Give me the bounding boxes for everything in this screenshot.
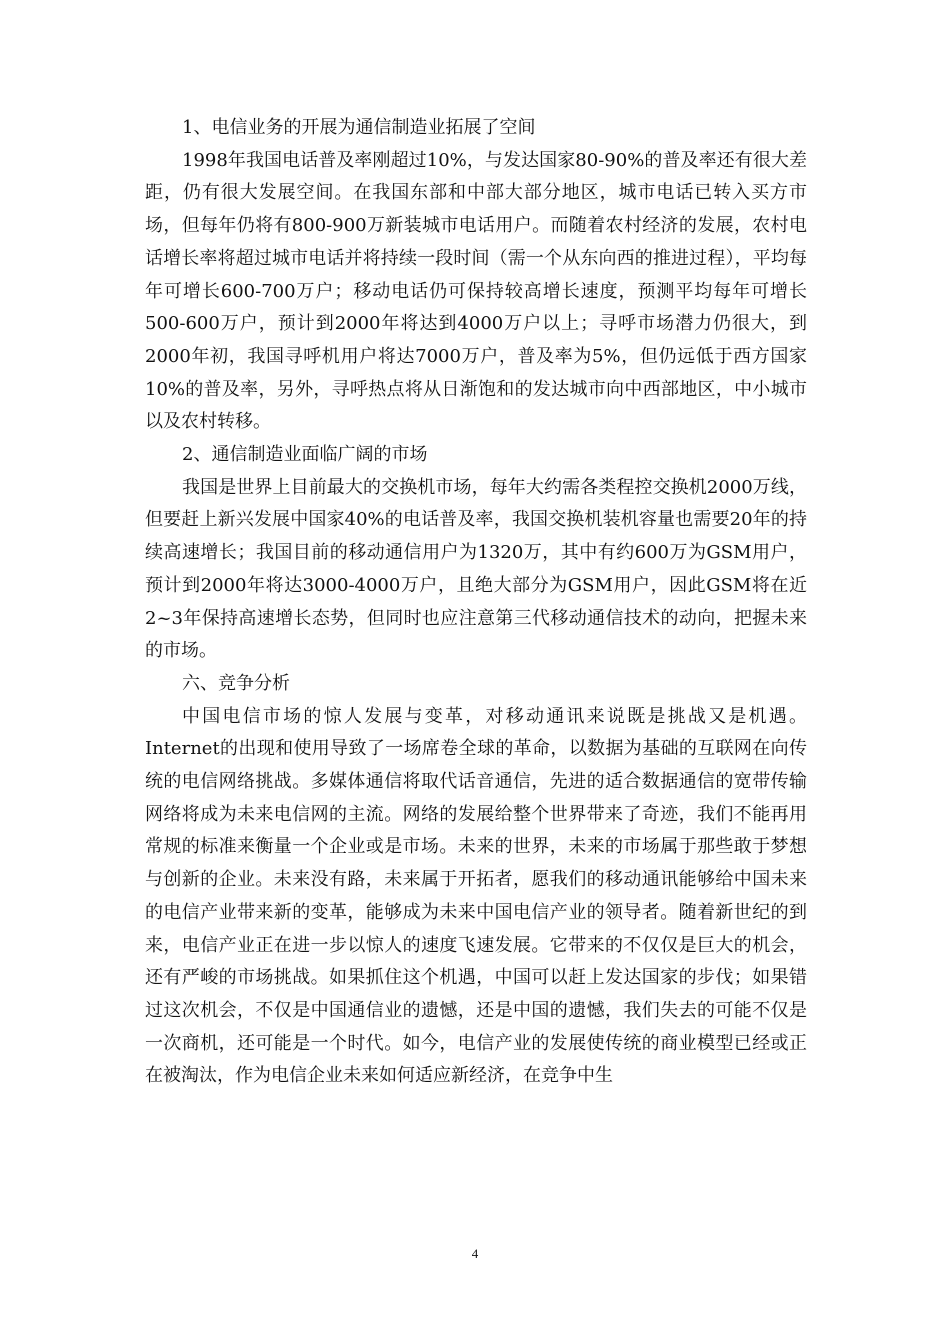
section-heading-competition: 六、竞争分析 (182, 672, 290, 694)
body-text (145, 112, 807, 1093)
page-number: 4 (471, 1246, 479, 1261)
paragraph-switch-market: 我国是世界上目前最大的交换机市场，每年大约需各类程控交换机2000万线，但要赶上新兴发展中国家40%的电话普及率，我国交换机装机容量也需要20年的持续高速增长；我国目前的移动通信用户为1320万，其中有约600万为GSM用户，预计到2000年将达3000-4000万户，且绝大部分为GSM用户，因此GSM将在近2~3年保持高速增长态势，但同时也应注意第三代移动通信技术的动向，把握未来的市场。 (145, 476, 807, 662)
paragraph-competition-analysis: 中国电信市场的惊人发展与变革，对移动通讯来说既是挑战又是机遇。Internet的出现和使用导致了一场席卷全球的革命，以数据为基础的互联网在向传统的电信网络挑战。多媒体通信将取代话音通信，先进的适合数据通信的宽带传输网络将成为未来电信网的主流。网络的发展给整个世界带来了奇迹，我们不能再用常规的标准来衡量一个企业或是市场。未来的世界，未来的市场属于那些敢于梦想与创新的企业。未来没有路，未来属于开拓者，愿我们的移动通讯能够给中国未来的电信产业带来新的变革，能够成为未来中国电信产业的领导者。随着新世纪的到来，电信产业正在进一步以惊人的速度飞速发展。它带来的不仅仅是巨大的机会，还有严峻的市场挑战。如果抓住这个机遇，中国可以赶上发达国家的步伐；如果错过这次机会，不仅是中国通信业的遗憾，还是中国的遗憾，我们失去的可能不仅是一次商机，还可能是一个时代。如今，电信产业的发展使传统的商业模型已经或正在被淘汰，作为电信企业未来如何适应新经济，在竞争中生 (145, 705, 807, 1087)
section-heading-1: 1、电信业务的开展为通信制造业拓展了空间 (182, 117, 536, 138)
paragraph-telephone-penetration: 1998年我国电话普及率刚超过10%，与发达国家80-90%的普及率还有很大差距，仍有很大发展空间。在我国东部和中部大部分地区，城市电话已转入买方市场，但每年仍将有800-900万新装城市电话用户。而随着农村经济的发展，农村电话增长率将超过城市电话并将持续一段时间（需一个从东向西的推进过程），平均每年可增长600-700万户；移动电话仍可保持较高增长速度，预测平均每年可增长500-600万户，预计到2000年将达到4000万户以上；寻呼市场潜力仍很大，到2000年初，我国寻呼机用户将达7000万户，普及率为5%，但仍远低于西方国家10%的普及率，另外，寻呼热点将从日渐饱和的发达城市向中西部地区，中小城市以及农村转移。 (145, 149, 807, 433)
section-heading-2: 2、通信制造业面临广阔的市场 (182, 444, 428, 466)
